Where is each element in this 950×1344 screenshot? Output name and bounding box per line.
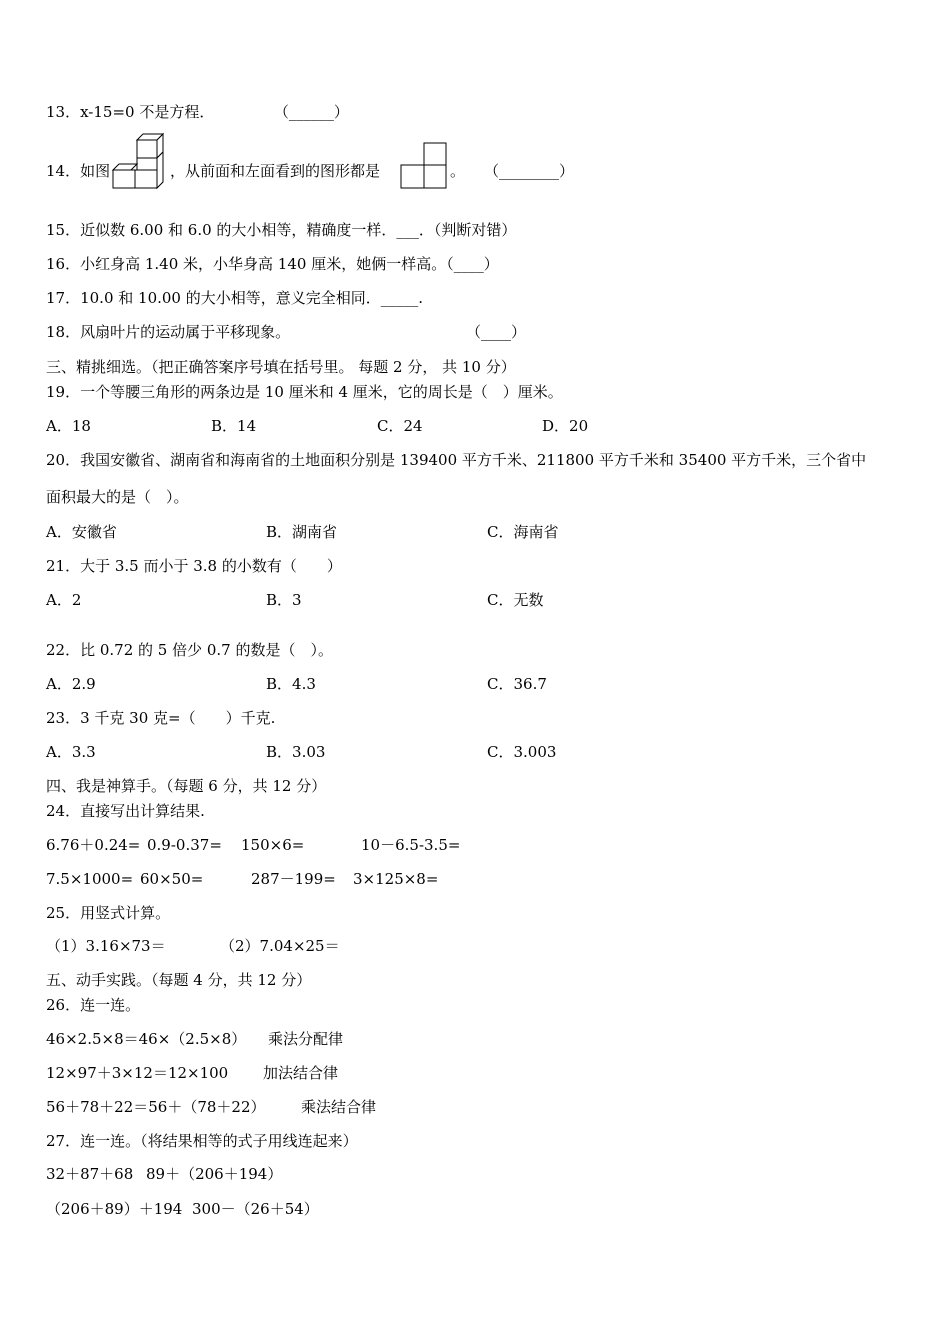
section-4-title: 四、我是神算手。（每题 6 分，共 12 分） (46, 777, 327, 795)
question-18 (46, 322, 290, 342)
question-20-line-1: 20．我国安徽省、湖南省和海南省的土地面积分别是 139400 平方千米、211800 平方千米和 35400 平方千米，三个省中 (46, 451, 867, 469)
match-expression[interactable]: （206＋89）＋194 (46, 1200, 183, 1218)
question-14-middle: ，从前面和左面看到的图形都是 (170, 162, 381, 180)
question-26: 26．连一连。 (46, 996, 141, 1014)
q20-option-a[interactable]: A．安徽省 (46, 523, 117, 541)
match-expression[interactable]: 300－（26＋54） (192, 1200, 319, 1218)
question-18-text: 18．风扇叶片的运动属于平移现象。 (46, 323, 291, 341)
q22-option-a[interactable]: A．2.9 (46, 675, 96, 693)
match-right-item[interactable]: 乘法结合律 (301, 1098, 377, 1116)
calc-item: 3×125×8= (353, 870, 439, 888)
question-20-line-2: 面积最大的是（ ）。 (46, 488, 189, 506)
question-14-answer-blank[interactable]: （________） (484, 162, 575, 180)
q20-option-c[interactable]: C．海南省 (487, 523, 559, 541)
match-right-item[interactable]: 加法结合律 (263, 1064, 339, 1082)
question-13 (46, 102, 349, 122)
match-expression[interactable]: 89＋（206＋194） (146, 1165, 283, 1183)
question-15: 15．近似数 6.00 和 6.0 的大小相等，精确度一样．___．（判断对错） (46, 221, 517, 239)
cube-stack-figure (111, 132, 167, 190)
calc-item: 0.9-0.37= (147, 836, 222, 854)
q23-option-b[interactable]: B．3.03 (266, 743, 326, 761)
calc-item: 287－199= (251, 870, 336, 888)
calc-item: 60×50= (140, 870, 204, 888)
match-left-item[interactable]: 46×2.5×8＝46×（2.5×8） (46, 1030, 247, 1048)
question-21: 21．大于 3.5 而小于 3.8 的小数有（ ） (46, 557, 342, 575)
q23-option-c[interactable]: C．3.003 (487, 743, 557, 761)
q22-option-c[interactable]: C．36.7 (487, 675, 547, 693)
question-14-suffix: 。 (450, 162, 466, 180)
calc-item: 7.5×1000= (46, 870, 134, 888)
match-left-item[interactable]: 12×97＋3×12＝12×100 (46, 1064, 229, 1082)
q19-option-c[interactable]: C．24 (377, 417, 423, 435)
match-left-item[interactable]: 56＋78＋22＝56＋（78＋22） (46, 1098, 266, 1116)
question-16: 16．小红身高 1.40 米，小华身高 140 厘米，她俩一样高。（____） (46, 255, 499, 273)
q19-option-a[interactable]: A．18 (46, 417, 91, 435)
calc-item: 6.76＋0.24= (46, 836, 141, 854)
q23-option-a[interactable]: A．3.3 (46, 743, 96, 761)
question-24: 24．直接写出计算结果. (46, 802, 205, 820)
section-5-title: 五、动手实践。（每题 4 分，共 12 分） (46, 971, 312, 989)
question-19: 19．一个等腰三角形的两条边是 10 厘米和 4 厘米，它的周长是（ ）厘米。 (46, 383, 563, 401)
question-18-answer-blank[interactable]: （____） (466, 323, 527, 341)
question-22: 22．比 0.72 的 5 倍少 0.7 的数是（ ）。 (46, 641, 333, 659)
question-17: 17．10.0 和 10.00 的大小相等，意义完全相同．_____. (46, 289, 424, 307)
question-13-text: 13．x-15=0 不是方程． (46, 103, 215, 121)
question-23: 23．3 千克 30 克=（ ）千克. (46, 709, 276, 727)
question-27: 27．连一连。（将结果相等的式子用线连起来） (46, 1132, 358, 1150)
q21-option-c[interactable]: C．无数 (487, 591, 544, 609)
calc-item: 10－6.5-3.5= (361, 836, 461, 854)
q21-option-b[interactable]: B．3 (266, 591, 302, 609)
q20-option-b[interactable]: B．湖南省 (266, 523, 338, 541)
q19-option-d[interactable]: D．20 (542, 417, 589, 435)
vertical-calc-item: （1）3.16×73＝ (46, 937, 166, 955)
question-14-prefix: 14．如图 (46, 162, 111, 180)
q22-option-b[interactable]: B．4.3 (266, 675, 316, 693)
q21-option-a[interactable]: A．2 (46, 591, 82, 609)
section-3-title: 三、精挑细选。（把正确答案序号填在括号里。 每题 2 分， 共 10 分） (46, 358, 516, 376)
q19-option-b[interactable]: B．14 (211, 417, 257, 435)
view-shape-figure (400, 142, 448, 190)
match-right-item[interactable]: 乘法分配律 (268, 1030, 344, 1048)
vertical-calc-item: （2）7.04×25＝ (220, 937, 340, 955)
calc-item: 150×6= (241, 836, 305, 854)
question-13-answer-blank[interactable]: （______） (273, 103, 349, 121)
match-expression[interactable]: 32＋87＋68 (46, 1165, 134, 1183)
question-25: 25．用竖式计算。 (46, 904, 171, 922)
